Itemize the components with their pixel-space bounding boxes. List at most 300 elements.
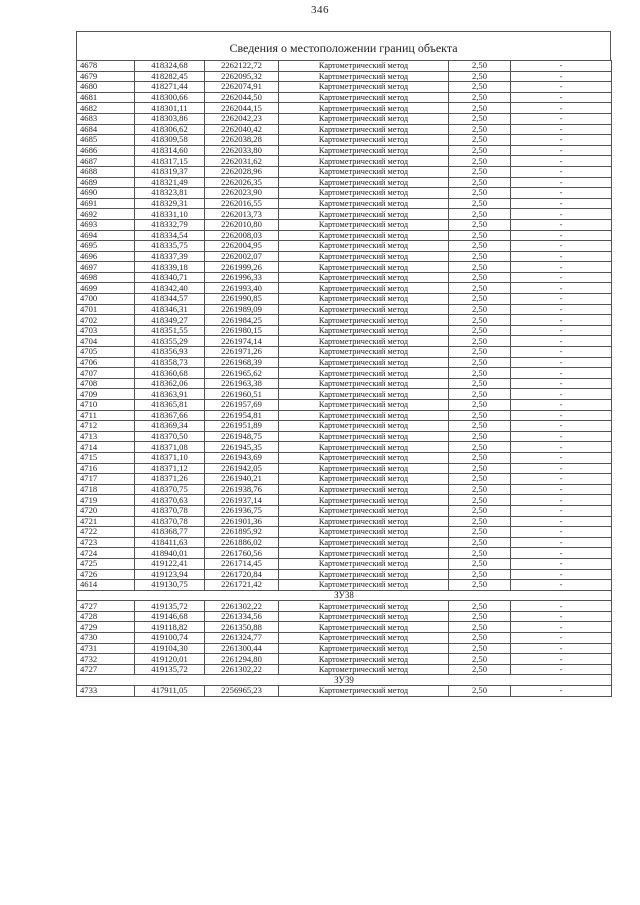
point-number: 4712 (77, 421, 135, 432)
y-coordinate: 2261334,56 (205, 611, 279, 622)
accuracy-cell: 2,50 (449, 516, 511, 527)
y-coordinate: 2262044,50 (205, 92, 279, 103)
accuracy-cell: 2,50 (449, 686, 511, 697)
description-cell: - (511, 410, 612, 421)
description-cell: - (511, 71, 612, 82)
method-cell: Картометрический метод (279, 611, 449, 622)
y-coordinate: 2261302,22 (205, 601, 279, 612)
section-header-row (77, 590, 612, 601)
description-cell: - (511, 527, 612, 538)
x-coordinate: 418306,62 (135, 124, 205, 135)
y-coordinate: 2261989,09 (205, 304, 279, 315)
y-coordinate: 2261954,81 (205, 410, 279, 421)
table-row (77, 442, 612, 453)
point-number: 4725 (77, 558, 135, 569)
y-coordinate: 2261945,35 (205, 442, 279, 453)
method-cell: Картометрический метод (279, 166, 449, 177)
description-cell: - (511, 580, 612, 591)
method-cell: Картометрический метод (279, 442, 449, 453)
point-number: 4699 (77, 283, 135, 294)
y-coordinate: 2262074,91 (205, 82, 279, 93)
y-coordinate: 2261999,26 (205, 262, 279, 273)
x-coordinate: 418323,81 (135, 188, 205, 199)
table-row (77, 357, 612, 368)
x-coordinate: 418319,37 (135, 166, 205, 177)
accuracy-cell: 2,50 (449, 537, 511, 548)
x-coordinate: 418351,55 (135, 325, 205, 336)
method-cell: Картометрический метод (279, 325, 449, 336)
x-coordinate: 418370,78 (135, 505, 205, 516)
x-coordinate: 418314,60 (135, 145, 205, 156)
table-row (77, 633, 612, 644)
method-cell: Картометрический метод (279, 272, 449, 283)
description-cell: - (511, 664, 612, 675)
table-row (77, 654, 612, 665)
y-coordinate: 2261957,69 (205, 400, 279, 411)
accuracy-cell: 2,50 (449, 177, 511, 188)
point-number: 4724 (77, 548, 135, 559)
description-cell: - (511, 484, 612, 495)
point-number: 4686 (77, 145, 135, 156)
description-cell: - (511, 516, 612, 527)
table-title: Сведения о местоположении границ объекта (229, 41, 458, 55)
description-cell: - (511, 272, 612, 283)
method-cell: Картометрический метод (279, 241, 449, 252)
point-number: 4709 (77, 389, 135, 400)
x-coordinate: 418344,57 (135, 294, 205, 305)
table-row (77, 664, 612, 675)
x-coordinate: 418370,78 (135, 516, 205, 527)
x-coordinate: 418940,01 (135, 548, 205, 559)
x-coordinate: 418371,10 (135, 452, 205, 463)
description-cell: - (511, 230, 612, 241)
x-coordinate: 418362,06 (135, 378, 205, 389)
y-coordinate: 2261940,21 (205, 474, 279, 485)
point-number: 4713 (77, 431, 135, 442)
x-coordinate: 419122,41 (135, 558, 205, 569)
method-cell: Картометрический метод (279, 124, 449, 135)
accuracy-cell: 2,50 (449, 633, 511, 644)
method-cell: Картометрический метод (279, 505, 449, 516)
description-cell: - (511, 368, 612, 379)
accuracy-cell: 2,50 (449, 431, 511, 442)
y-coordinate: 2262044,15 (205, 103, 279, 114)
point-number: 4693 (77, 219, 135, 230)
point-number: 4685 (77, 135, 135, 146)
table-row (77, 569, 612, 580)
point-number: 4679 (77, 71, 135, 82)
description-cell: - (511, 156, 612, 167)
accuracy-cell: 2,50 (449, 92, 511, 103)
x-coordinate: 418365,81 (135, 400, 205, 411)
page-number: 346 (311, 4, 329, 16)
table-row (77, 347, 612, 358)
table-row (77, 505, 612, 516)
point-number: 4715 (77, 452, 135, 463)
accuracy-cell: 2,50 (449, 601, 511, 612)
y-coordinate: 2261974,14 (205, 336, 279, 347)
method-cell: Картометрический метод (279, 209, 449, 220)
point-number: 4678 (77, 61, 135, 72)
description-cell: - (511, 135, 612, 146)
point-number: 4730 (77, 633, 135, 644)
table-row (77, 622, 612, 633)
method-cell: Картометрический метод (279, 198, 449, 209)
x-coordinate: 418309,58 (135, 135, 205, 146)
y-coordinate: 2262095,32 (205, 71, 279, 82)
y-coordinate: 2261951,89 (205, 421, 279, 432)
y-coordinate: 2261300,44 (205, 643, 279, 654)
y-coordinate: 2261720,84 (205, 569, 279, 580)
description-cell: - (511, 103, 612, 114)
x-coordinate: 419130,75 (135, 580, 205, 591)
table-row (77, 580, 612, 591)
x-coordinate: 419120,01 (135, 654, 205, 665)
point-number: 4695 (77, 241, 135, 252)
accuracy-cell: 2,50 (449, 389, 511, 400)
point-number: 4728 (77, 611, 135, 622)
description-cell: - (511, 505, 612, 516)
table-row (77, 272, 612, 283)
y-coordinate: 2262016,55 (205, 198, 279, 209)
x-coordinate: 419135,72 (135, 664, 205, 675)
x-coordinate: 418370,50 (135, 431, 205, 442)
x-coordinate: 418300,66 (135, 92, 205, 103)
description-cell: - (511, 198, 612, 209)
accuracy-cell: 2,50 (449, 82, 511, 93)
table-row (77, 262, 612, 273)
accuracy-cell: 2,50 (449, 198, 511, 209)
description-cell: - (511, 421, 612, 432)
accuracy-cell: 2,50 (449, 569, 511, 580)
x-coordinate: 418355,29 (135, 336, 205, 347)
description-cell: - (511, 188, 612, 199)
method-cell: Картометрический метод (279, 283, 449, 294)
accuracy-cell: 2,50 (449, 495, 511, 506)
y-coordinate: 2262010,80 (205, 219, 279, 230)
table-row (77, 389, 612, 400)
method-cell: Картометрический метод (279, 315, 449, 326)
description-cell: - (511, 304, 612, 315)
accuracy-cell: 2,50 (449, 622, 511, 633)
method-cell: Картометрический метод (279, 664, 449, 675)
accuracy-cell: 2,50 (449, 347, 511, 358)
table-row (77, 516, 612, 527)
x-coordinate: 418360,68 (135, 368, 205, 379)
table-row (77, 145, 612, 156)
method-cell: Картометрический метод (279, 251, 449, 262)
description-cell: - (511, 283, 612, 294)
table-row (77, 103, 612, 114)
description-cell: - (511, 82, 612, 93)
x-coordinate: 418358,73 (135, 357, 205, 368)
method-cell: Картометрический метод (279, 357, 449, 368)
description-cell: - (511, 431, 612, 442)
point-number: 4707 (77, 368, 135, 379)
y-coordinate: 2261942,05 (205, 463, 279, 474)
method-cell: Картометрический метод (279, 622, 449, 633)
point-number: 4688 (77, 166, 135, 177)
table-row (77, 410, 612, 421)
point-number: 4729 (77, 622, 135, 633)
x-coordinate: 419100,74 (135, 633, 205, 644)
table-row (77, 558, 612, 569)
accuracy-cell: 2,50 (449, 558, 511, 569)
point-number: 4733 (77, 686, 135, 697)
point-number: 4701 (77, 304, 135, 315)
description-cell: - (511, 495, 612, 506)
y-coordinate: 2261886,02 (205, 537, 279, 548)
point-number: 4697 (77, 262, 135, 273)
accuracy-cell: 2,50 (449, 664, 511, 675)
y-coordinate: 2261948,75 (205, 431, 279, 442)
method-cell: Картометрический метод (279, 601, 449, 612)
x-coordinate: 418367,66 (135, 410, 205, 421)
accuracy-cell: 2,50 (449, 643, 511, 654)
x-coordinate: 418411,63 (135, 537, 205, 548)
x-coordinate: 418271,44 (135, 82, 205, 93)
method-cell: Картометрический метод (279, 484, 449, 495)
table-row (77, 219, 612, 230)
point-number: 4721 (77, 516, 135, 527)
table-row (77, 537, 612, 548)
x-coordinate: 418356,93 (135, 347, 205, 358)
point-number: 4727 (77, 601, 135, 612)
x-coordinate: 418342,40 (135, 283, 205, 294)
point-number: 4722 (77, 527, 135, 538)
point-number: 4708 (77, 378, 135, 389)
table-row (77, 71, 612, 82)
table-row (77, 421, 612, 432)
x-coordinate: 418337,39 (135, 251, 205, 262)
method-cell: Картометрический метод (279, 548, 449, 559)
y-coordinate: 2261984,25 (205, 315, 279, 326)
point-number: 4706 (77, 357, 135, 368)
accuracy-cell: 2,50 (449, 463, 511, 474)
point-number: 4705 (77, 347, 135, 358)
y-coordinate: 2261938,76 (205, 484, 279, 495)
accuracy-cell: 2,50 (449, 580, 511, 591)
method-cell: Картометрический метод (279, 580, 449, 591)
y-coordinate: 2262033,80 (205, 145, 279, 156)
y-coordinate: 2261895,92 (205, 527, 279, 538)
accuracy-cell: 2,50 (449, 654, 511, 665)
method-cell: Картометрический метод (279, 558, 449, 569)
table-row (77, 686, 612, 697)
x-coordinate: 418334,54 (135, 230, 205, 241)
table-row (77, 452, 612, 463)
method-cell: Картометрический метод (279, 156, 449, 167)
x-coordinate: 419146,68 (135, 611, 205, 622)
description-cell: - (511, 145, 612, 156)
method-cell: Картометрический метод (279, 294, 449, 305)
description-cell: - (511, 347, 612, 358)
table-row (77, 601, 612, 612)
y-coordinate: 2262031,62 (205, 156, 279, 167)
y-coordinate: 2262002,07 (205, 251, 279, 262)
x-coordinate: 418371,26 (135, 474, 205, 485)
point-number: 4727 (77, 664, 135, 675)
section-label: ЗУ39 (77, 675, 612, 686)
accuracy-cell: 2,50 (449, 241, 511, 252)
x-coordinate: 419104,30 (135, 643, 205, 654)
method-cell: Картометрический метод (279, 219, 449, 230)
method-cell: Картометрический метод (279, 474, 449, 485)
description-cell: - (511, 548, 612, 559)
y-coordinate: 2262023,90 (205, 188, 279, 199)
accuracy-cell: 2,50 (449, 325, 511, 336)
accuracy-cell: 2,50 (449, 304, 511, 315)
method-cell: Картометрический метод (279, 421, 449, 432)
table-row (77, 294, 612, 305)
description-cell: - (511, 241, 612, 252)
accuracy-cell: 2,50 (449, 262, 511, 273)
point-number: 4614 (77, 580, 135, 591)
accuracy-cell: 2,50 (449, 113, 511, 124)
table-row (77, 315, 612, 326)
description-cell: - (511, 61, 612, 72)
method-cell: Картометрический метод (279, 145, 449, 156)
table-row (77, 495, 612, 506)
table-row (77, 166, 612, 177)
method-cell: Картометрический метод (279, 103, 449, 114)
point-number: 4691 (77, 198, 135, 209)
accuracy-cell: 2,50 (449, 378, 511, 389)
y-coordinate: 2261993,40 (205, 283, 279, 294)
method-cell: Картометрический метод (279, 400, 449, 411)
y-coordinate: 2261721,42 (205, 580, 279, 591)
accuracy-cell: 2,50 (449, 135, 511, 146)
x-coordinate: 418371,08 (135, 442, 205, 453)
y-coordinate: 2261943,69 (205, 452, 279, 463)
point-number: 4711 (77, 410, 135, 421)
y-coordinate: 2256965,23 (205, 686, 279, 697)
description-cell: - (511, 113, 612, 124)
coordinates-table (76, 60, 612, 697)
method-cell: Картометрический метод (279, 336, 449, 347)
x-coordinate: 418370,63 (135, 495, 205, 506)
point-number: 4703 (77, 325, 135, 336)
x-coordinate: 419135,72 (135, 601, 205, 612)
description-cell: - (511, 558, 612, 569)
point-number: 4723 (77, 537, 135, 548)
method-cell: Картометрический метод (279, 347, 449, 358)
x-coordinate: 418371,12 (135, 463, 205, 474)
accuracy-cell: 2,50 (449, 272, 511, 283)
accuracy-cell: 2,50 (449, 505, 511, 516)
table-row (77, 230, 612, 241)
point-number: 4690 (77, 188, 135, 199)
table-row (77, 336, 612, 347)
table-row (77, 325, 612, 336)
description-cell: - (511, 569, 612, 580)
method-cell: Картометрический метод (279, 463, 449, 474)
y-coordinate: 2261963,38 (205, 378, 279, 389)
accuracy-cell: 2,50 (449, 315, 511, 326)
description-cell: - (511, 537, 612, 548)
method-cell: Картометрический метод (279, 431, 449, 442)
coordinates-table-frame (76, 31, 611, 802)
y-coordinate: 2261294,80 (205, 654, 279, 665)
y-coordinate: 2261302,22 (205, 664, 279, 675)
table-row (77, 484, 612, 495)
table-row (77, 92, 612, 103)
point-number: 4731 (77, 643, 135, 654)
description-cell: - (511, 336, 612, 347)
y-coordinate: 2261350,88 (205, 622, 279, 633)
point-number: 4687 (77, 156, 135, 167)
y-coordinate: 2262004,95 (205, 241, 279, 252)
point-number: 4726 (77, 569, 135, 580)
method-cell: Картометрический метод (279, 654, 449, 665)
point-number: 4680 (77, 82, 135, 93)
method-cell: Картометрический метод (279, 92, 449, 103)
accuracy-cell: 2,50 (449, 251, 511, 262)
x-coordinate: 418346,31 (135, 304, 205, 315)
y-coordinate: 2262040,42 (205, 124, 279, 135)
coordinates-table-body (77, 61, 612, 697)
point-number: 4698 (77, 272, 135, 283)
description-cell: - (511, 315, 612, 326)
point-number: 4732 (77, 654, 135, 665)
method-cell: Картометрический метод (279, 389, 449, 400)
accuracy-cell: 2,50 (449, 294, 511, 305)
accuracy-cell: 2,50 (449, 156, 511, 167)
method-cell: Картометрический метод (279, 113, 449, 124)
accuracy-cell: 2,50 (449, 103, 511, 114)
table-row (77, 548, 612, 559)
point-number: 4694 (77, 230, 135, 241)
accuracy-cell: 2,50 (449, 474, 511, 485)
point-number: 4692 (77, 209, 135, 220)
y-coordinate: 2261990,85 (205, 294, 279, 305)
y-coordinate: 2261937,14 (205, 495, 279, 506)
y-coordinate: 2261996,33 (205, 272, 279, 283)
y-coordinate: 2262122,72 (205, 61, 279, 72)
description-cell: - (511, 611, 612, 622)
description-cell: - (511, 251, 612, 262)
accuracy-cell: 2,50 (449, 188, 511, 199)
description-cell: - (511, 474, 612, 485)
method-cell: Картометрический метод (279, 262, 449, 273)
method-cell: Картометрический метод (279, 82, 449, 93)
x-coordinate: 418368,77 (135, 527, 205, 538)
description-cell: - (511, 442, 612, 453)
x-coordinate: 418282,45 (135, 71, 205, 82)
description-cell: - (511, 389, 612, 400)
table-row (77, 378, 612, 389)
description-cell: - (511, 400, 612, 411)
y-coordinate: 2261901,36 (205, 516, 279, 527)
point-number: 4716 (77, 463, 135, 474)
description-cell: - (511, 209, 612, 220)
description-cell: - (511, 325, 612, 336)
description-cell: - (511, 219, 612, 230)
x-coordinate: 418301,11 (135, 103, 205, 114)
method-cell: Картометрический метод (279, 495, 449, 506)
accuracy-cell: 2,50 (449, 452, 511, 463)
description-cell: - (511, 452, 612, 463)
x-coordinate: 418332,79 (135, 219, 205, 230)
x-coordinate: 418303,86 (135, 113, 205, 124)
accuracy-cell: 2,50 (449, 421, 511, 432)
table-row (77, 474, 612, 485)
table-title-box (76, 31, 611, 60)
description-cell: - (511, 378, 612, 389)
x-coordinate: 418370,75 (135, 484, 205, 495)
accuracy-cell: 2,50 (449, 283, 511, 294)
point-number: 4720 (77, 505, 135, 516)
